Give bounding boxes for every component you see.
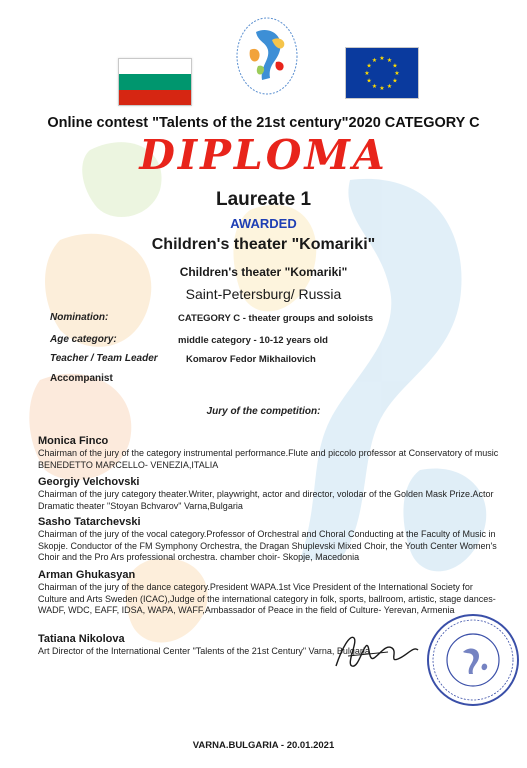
juror-description: Chairman of the jury of the category instrumental performance.Flute and piccolo professor at Conservatory of music BENEDETTO MARCELLO- VENEZIA,ITALIA xyxy=(38,448,499,470)
official-stamp-icon xyxy=(425,612,521,708)
juror-description: Art Director of the International Center "Talents of the 21st Century" Varna, Bulgaria xyxy=(38,646,370,656)
teacher-value: Komarov Fedor Mikhailovich xyxy=(186,354,316,365)
flag-stripe-white xyxy=(119,59,191,74)
juror-entry xyxy=(38,516,500,564)
accompanist-label: Accompanist xyxy=(50,373,113,384)
contest-title: Online contest "Talents of the 21st century"2020 CATEGORY C xyxy=(47,115,480,131)
juror-description: Chairman of the jury of the dance category.President WAPA.1st Vice President of the International Society for Culture and Arts Sweden (ICAC),Judge of the international category in folk, sports, ballroom, artistic, stage dances-WADF, WDC, EAFF, IDSA, WAPA, WAFF,Ambassador of Peace in the field of Culture- Yerevan, Armenia xyxy=(38,582,496,615)
eu-star-icon: ★ xyxy=(379,86,385,93)
teacher-label: Teacher / Team Leader xyxy=(50,353,158,364)
flag-stripe-red xyxy=(119,90,191,105)
diploma-heading: DIPLOMA xyxy=(139,131,388,179)
eu-star-icon: ★ xyxy=(371,84,378,91)
place-and-date: VARNA.BULGARIA - 20.01.2021 xyxy=(192,740,335,751)
eu-star-icon: ★ xyxy=(366,78,372,85)
nomination-value: CATEGORY C - theater groups and soloists xyxy=(178,313,374,324)
juror-name: Monica Finco xyxy=(38,435,109,447)
eu-star-icon: ★ xyxy=(386,58,393,65)
awarded-label: AWARDED xyxy=(230,216,297,231)
jury-title: Jury of the competition: xyxy=(206,406,321,417)
juror-name: Georgiy Velchovski xyxy=(38,476,140,488)
age-category-value: middle category - 10-12 years old xyxy=(178,335,328,346)
juror-description: Chairman of the jury of the vocal category.Professor of Orchestral and Choral Conducting at the Faculty of Music in Skopje. Conductor of the FM Symphony Orchestra, the Dragan Shuplevski Mixed Choir, the Youth Center Women's Choir and the Pro Ars professional orchestra. chamber choir- Skopje, Macedonia xyxy=(38,529,497,562)
eu-star-icon: ★ xyxy=(394,71,400,78)
juror-name: Tatiana Nikolova xyxy=(38,633,125,645)
talents-logo-icon xyxy=(228,0,306,106)
juror-description: Chairman of the jury category theater.Writer, playwright, actor and director, volodar of the Golden Mask Prize.Actor Dramatic theater "Stoyan Bchvarov" Varna,Bulgaria xyxy=(38,489,494,511)
juror-name: Sasho Tatarchevski xyxy=(38,516,141,528)
signature-icon xyxy=(328,628,423,673)
eu-star-icon: ★ xyxy=(392,78,398,85)
juror-entry xyxy=(38,476,500,512)
bulgaria-flag-icon xyxy=(118,58,192,106)
participant-name: Children's theater "Komariki" xyxy=(151,236,376,253)
juror-name: Arman Ghukasyan xyxy=(38,569,136,581)
age-category-label: Age category: xyxy=(50,334,117,345)
eu-star-icon: ★ xyxy=(366,63,372,70)
juror-entry xyxy=(38,435,500,471)
nomination-label: Nomination: xyxy=(50,312,109,323)
flag-stripe-green xyxy=(119,74,191,89)
eu-star-icon: ★ xyxy=(379,56,385,63)
juror-entry xyxy=(38,569,500,617)
eu-star-icon: ★ xyxy=(386,84,393,91)
eu-star-icon: ★ xyxy=(392,63,398,70)
participant-city: Saint-Petersburg/ Russia xyxy=(185,286,342,302)
eu-star-icon: ★ xyxy=(371,58,378,65)
participant-name-secondary: Children's theater "Komariki" xyxy=(179,265,348,279)
award-level: Laureate 1 xyxy=(215,189,312,210)
eu-star-icon: ★ xyxy=(364,71,370,78)
european-union-flag-icon xyxy=(345,47,419,99)
